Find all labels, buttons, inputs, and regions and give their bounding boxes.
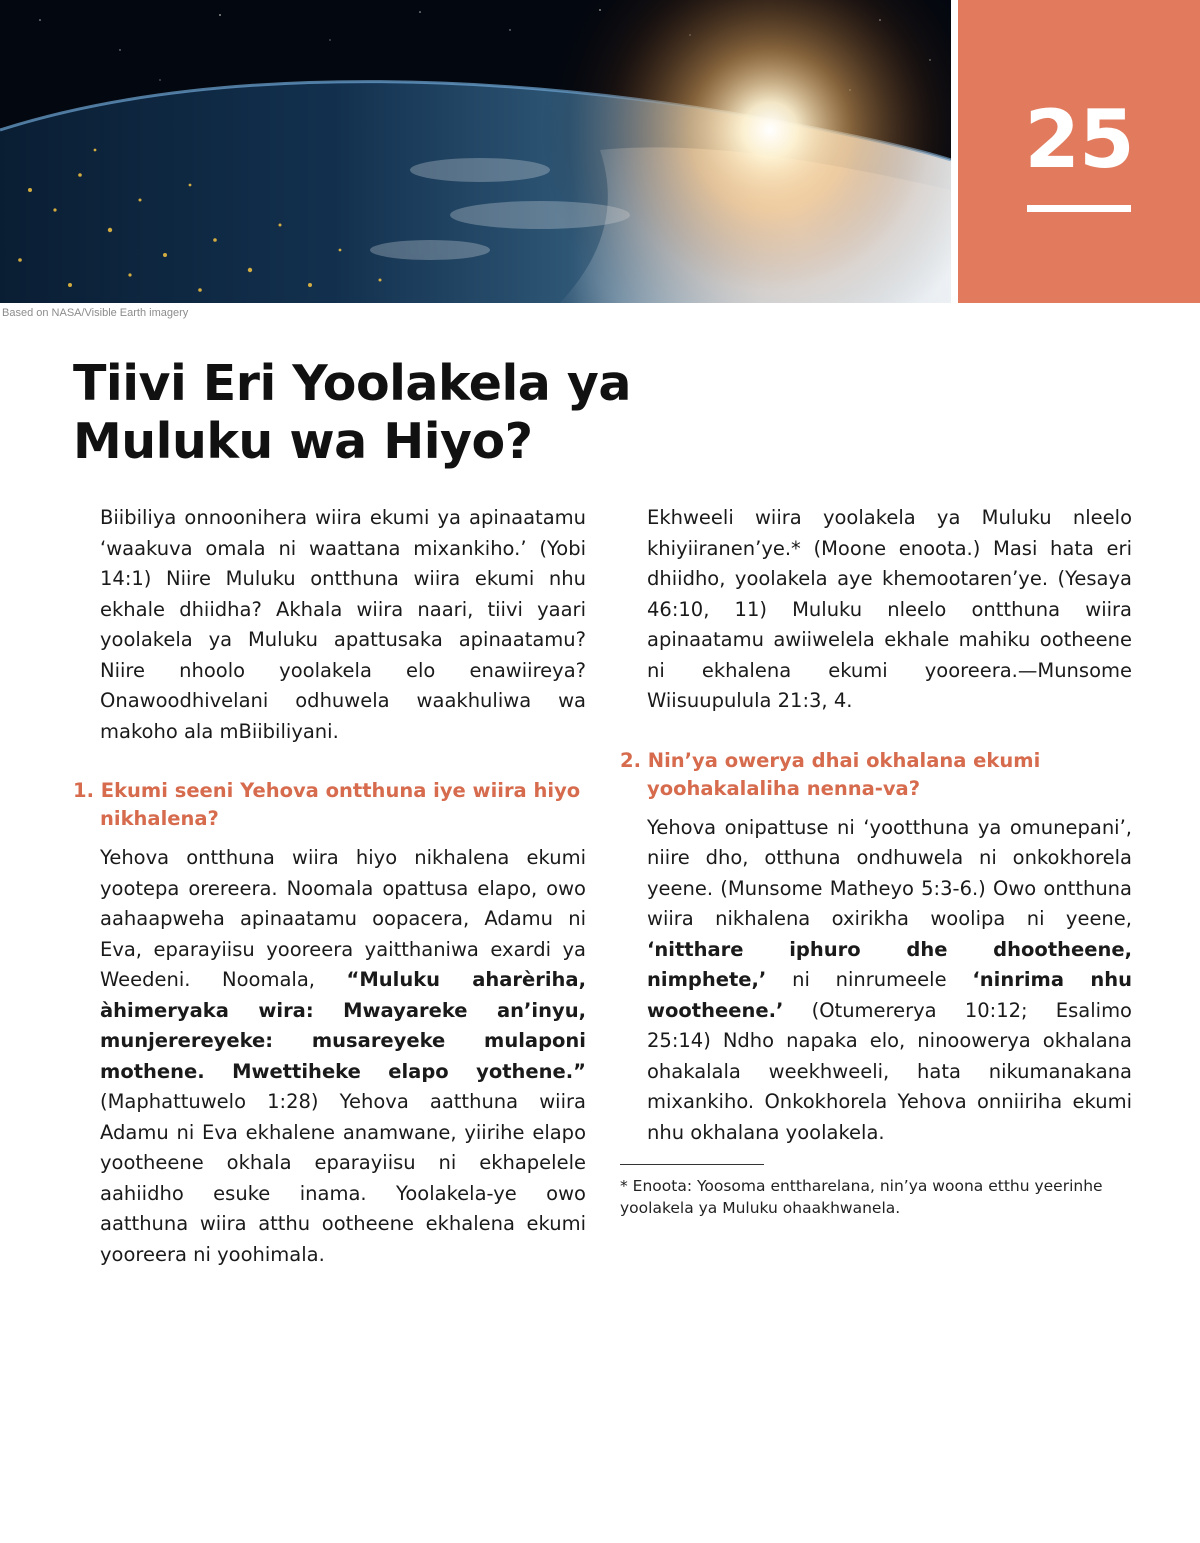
question-1-heading: 1. Ekumi seeni Yehova ontthuna iye wiira hiyo nikhalena? — [73, 779, 581, 830]
earth-hero-image — [0, 0, 951, 303]
answer-text: (Otumererya 10:12; Esalimo 25:14) Ndho napaka elo, ninoowerya okhalana ohakalala weekhweeli, hata nikumanakana mixankiho. Onkokhorela Yehova onniiriha ekumi nhu okhalana yoolakela. — [647, 998, 1132, 1144]
right-column — [620, 503, 1132, 1219]
question-2-answer — [647, 813, 1132, 1149]
intro-paragraph: Biibiliya onnoonihera wiira ekumi ya apinaatamu ‘waakuva omala ni waattana mixankiho.’ (Yobi 14:1) Niire Muluku ontthuna wiira ekumi nhu ekhale dhiidha? Akhala wiira naari, tiivi yaari yoolakela ya Muluku apattusaka apinaatamu? Niire nhoolo yoolakela elo enawiireya? Onawoodhivelani odhuwela waakhuliwa wa makoho ala mBiibiliyani. — [100, 506, 586, 743]
footnote: * Enoota: Yoosoma enttharelana, nin’ya woona etthu yeerinhe yoolakela ya Muluku ohaakhwanela. — [620, 1177, 1103, 1217]
answer-text: Yehova onipattuse ni ‘yootthuna ya omunepani’, niire dho, otthuna ondhuwela ni onkokhorela yeene. (Munsome Matheyo 5:3-6.) Owo ontthuna wiira nikhalena oxirikha woolipa ni yeene, — [647, 815, 1132, 930]
question-2-heading: 2. Nin’ya owerya dhai okhalana ekumi yoohakalaliha nenna-va? — [620, 748, 1041, 800]
lesson-number-box — [958, 0, 1200, 303]
footnote-divider — [620, 1164, 764, 1165]
earth-from-space-illustration — [0, 0, 951, 303]
lesson-number-underline — [1027, 205, 1131, 212]
answer-text: ni ninrumeele — [766, 968, 973, 991]
lesson-number: 25 — [1024, 93, 1134, 186]
page-title: Tiivi Eri Yoolakela ya Muluku wa Hiyo? — [73, 355, 631, 470]
bold-scripture-quote: ‘ninrima nhu wootheene.’ — [647, 968, 1132, 1022]
bold-scripture-quote: “Muluku aharèriha, àhimeryaka wira: Mwayareke an’inyu, munjerereyeke: musareyeke mulaponi mothene. Mwettiheke elapo yothene.” — [100, 968, 586, 1083]
left-column — [73, 503, 586, 1270]
question-1-continued-paragraph: Ekhweeli wiira yoolakela ya Muluku nleelo khiyiiranen’ye.* (Moone enoota.) Masi hata eri dhiidho, yoolakela aye khemootaren’ye. (Yesaya 46:10, 11) Muluku nleelo ontthuna wiira apinaatamu awiiwelela ekhale mahiku ootheene ni ekhalena ekumi yooreera.—Munsome Wiisuupulula 21:3, 4. — [647, 506, 1132, 712]
question-1-answer — [100, 843, 586, 1270]
image-credit: Based on NASA/Visible Earth imagery — [2, 307, 189, 319]
answer-text: Yehova ontthuna wiira hiyo nikhalena ekumi yootepa orereera. Noomala opattusa elapo, owo aahaapweha apinaatamu oopacera, Adamu ni Eva, eparayiisu yooreera yaitthaniwa exardi ya Weedeni. Noomala, — [100, 846, 586, 991]
bold-scripture-quote: ‘nitthare iphuro dhe dhootheene, nimphete,’ — [647, 937, 1132, 991]
answer-text: (Maphattuwelo 1:28) Yehova aatthuna wiira Adamu ni Eva ekhalene anamwane, yiirihe elapo yootheene okhala eparayiisu ni ekhapelele aahiidho esuke inama. Yoolakela-ye owo aatthuna wiira atthu ootheene ekhalena ekumi yooreera ni yoohimala. — [100, 1090, 586, 1266]
